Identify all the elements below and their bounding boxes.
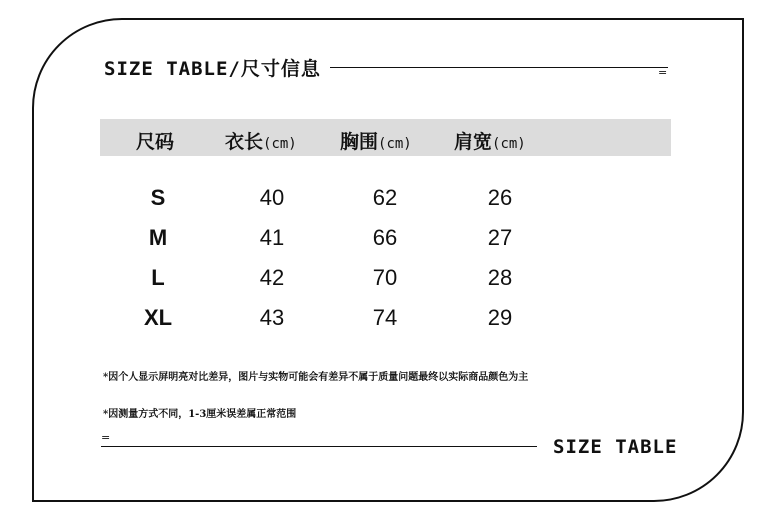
note-measurement-error: *因测量方式不同，1-3厘米误差属正常范围 — [103, 409, 297, 420]
row-l-size: L — [151, 265, 165, 290]
header-size — [136, 127, 174, 154]
row-xl-length: 43 — [259, 305, 285, 330]
row-xl-shoulder: 29 — [487, 305, 513, 330]
footer-divider — [101, 446, 537, 447]
title-divider — [330, 67, 668, 68]
header-size-label: 尺码 — [136, 131, 175, 153]
row-xl-chest: 74 — [372, 305, 398, 330]
equals-mark-bottom: = — [101, 431, 111, 444]
header-chest — [340, 127, 412, 154]
row-s-shoulder: 26 — [487, 185, 513, 210]
note-display-difference: *因个人显示屏明亮对比差异，图片与实物可能会有差异不属于质量问题最终以实际商品颜色为主 — [103, 372, 529, 383]
row-m-size: M — [148, 225, 168, 250]
size-table-card — [32, 18, 744, 502]
header-shoulder-label: 肩宽 — [454, 131, 493, 153]
row-m-chest: 66 — [372, 225, 398, 250]
row-l-length: 42 — [259, 265, 285, 290]
row-m-shoulder: 27 — [487, 225, 513, 250]
header-chest-label: 胸围 — [340, 131, 379, 153]
header-shoulder — [454, 127, 526, 154]
row-l-chest: 70 — [372, 265, 398, 290]
row-l-shoulder: 28 — [487, 265, 513, 290]
page-title: SIZE TABLE/尺寸信息 — [104, 58, 321, 80]
row-s-length: 40 — [259, 185, 285, 210]
header-length-label: 衣长 — [225, 131, 264, 153]
header-length — [225, 127, 297, 154]
row-s-chest: 62 — [372, 185, 398, 210]
equals-mark-top: = — [658, 66, 668, 79]
footer-title: SIZE TABLE — [553, 436, 678, 458]
row-s-size: S — [150, 185, 166, 210]
header-chest-unit: (cm) — [378, 136, 412, 152]
header-length-unit: (cm) — [263, 136, 297, 152]
row-xl-size: XL — [143, 305, 173, 330]
header-shoulder-unit: (cm) — [492, 136, 526, 152]
row-m-length: 41 — [259, 225, 285, 250]
